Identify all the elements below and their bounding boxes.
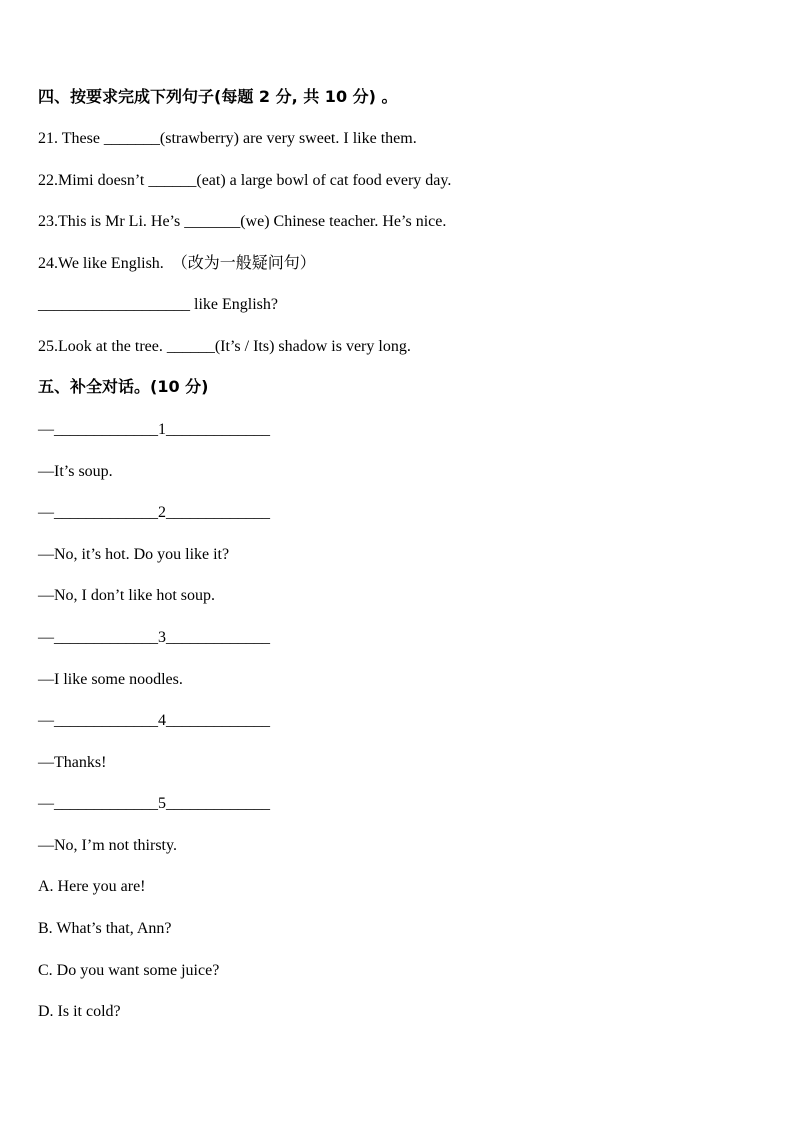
dialogue-dash: — [38,712,54,729]
option-c: C. Do you want some juice? [38,962,220,979]
option-b: B. What’s that, Ann? [38,920,172,937]
blank-right: ____________ [166,795,262,812]
question-21: 21. These _______(strawberry) are very sweet. I like them. [38,130,417,147]
dialogue-dash: — [38,421,54,438]
dialogue-line: —No, it’s hot. Do you like it? [38,546,230,563]
blank-number: 4 [158,712,166,729]
dialogue-blank-4 [38,710,270,732]
blank-tail: _ [262,629,270,646]
section-4-heading: 四、按要求完成下列句子(每题 2 分, 共 10 分) 。 [38,87,398,106]
blank-tail: _ [262,421,270,438]
dialogue-blank-5 [38,793,270,815]
option-a: A. Here you are! [38,878,146,895]
question-23: 23.This is Mr Li. He’s _______(we) Chinese teacher. He’s nice. [38,213,447,230]
dialogue-blank-3 [38,627,270,649]
blank-right: ____________ [166,629,262,646]
dialogue-dash: — [38,504,54,521]
dialogue-blank-1 [38,419,270,441]
dialogue-blank-2 [38,502,270,524]
blank-number: 3 [158,629,166,646]
blank-number: 1 [158,421,166,438]
question-25: 25.Look at the tree. ______(It’s / Its) shadow is very long. [38,338,411,355]
blank-left: _____________ [54,795,158,812]
dialogue-line: —No, I’m not thirsty. [38,837,177,854]
blank-right: ____________ [166,504,262,521]
dialogue-line: —Thanks! [38,754,107,771]
blank-tail: _ [262,504,270,521]
dialogue-dash: — [38,629,54,646]
blank-number: 5 [158,795,166,812]
dialogue-dash: — [38,795,54,812]
dialogue-line: —No, I don’t like hot soup. [38,587,216,604]
question-24-answer-line: ___________________ like English? [38,296,278,313]
blank-right: ____________ [166,421,262,438]
option-d: D. Is it cold? [38,1003,121,1020]
dialogue-line: —I like some noodles. [38,671,183,688]
blank-left: _____________ [54,421,158,438]
blank-tail: _ [262,795,270,812]
blank-left: _____________ [54,504,158,521]
question-22: 22.Mimi doesn’t ______(eat) a large bowl of cat food every day. [38,172,452,189]
blank-right: ____________ [166,712,262,729]
section-5-heading: 五、补全对话。(10 分) [38,377,209,396]
blank-left: _____________ [54,712,158,729]
blank-number: 2 [158,504,166,521]
blank-tail: _ [262,712,270,729]
blank-left: _____________ [54,629,158,646]
question-24: 24.We like English. （改为一般疑问句） [38,255,316,272]
dialogue-line: —It’s soup. [38,463,113,480]
